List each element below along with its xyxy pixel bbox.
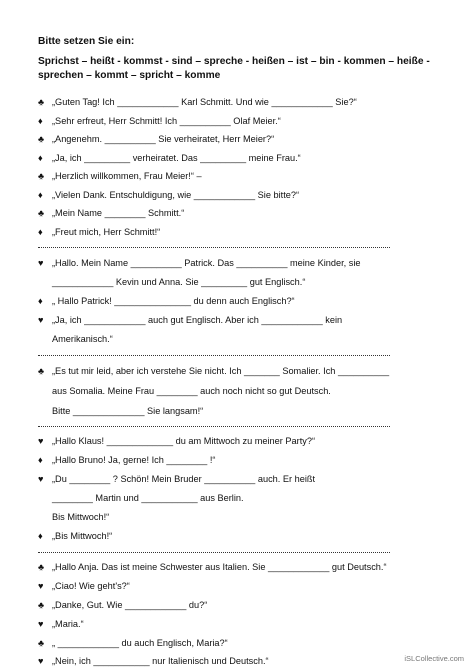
dialogue-line [38,638,228,648]
dotted-separator [38,355,390,356]
diamond-icon: ♦ [38,153,43,163]
dialogue-line [38,97,357,107]
dialogue-continuation: Bis Mittwoch!“ [52,512,110,522]
line-text: „Ciao! Wie geht's?“ [52,581,130,591]
heart-icon: ♥ [38,474,44,484]
line-text: „Angenehm. __________ Sie verheiratet, Herr Meier?“ [52,134,275,144]
word-bank: Sprichst – heißt - kommst - sind – spreche - heißen – ist – bin - kommen – heiße - sprechen – kommt – spricht – komme [38,56,430,81]
line-text: „Sehr erfreut, Herr Schmitt! Ich __________ Olaf Meier.“ [52,116,281,126]
line-text: „ Hallo Patrick! _______________ du denn auch Englisch?“ [52,296,295,306]
dialogue-line [38,116,281,126]
line-text: „Hallo Klaus! _____________ du am Mittwoch zu meiner Party?“ [52,436,316,446]
line-text: „Du ________ ? Schön! Mein Bruder __________ auch. Er heißt [52,474,316,484]
club-icon: ♣ [38,208,45,218]
line-text: „Nein, ich ___________ nur Italienisch und Deutsch.“ [52,656,269,666]
club-icon: ♣ [38,134,45,144]
line-text: „Ja, ich ____________ auch gut Englisch. Aber ich ____________ kein [52,315,343,325]
dialogue-line [38,656,269,666]
dotted-separator [38,247,390,248]
line-text: „Es tut mir leid, aber ich verstehe Sie nicht. Ich _______ Somalier. Ich __________ [52,366,390,376]
dialogue-line [38,562,387,572]
dialogue-line [38,436,315,446]
dialogue-line [38,208,184,218]
diamond-icon: ♦ [38,296,43,306]
diamond-icon: ♦ [38,227,43,237]
dialogue-line [38,600,207,610]
dialogue-line [38,619,84,629]
dialogue-line [38,171,202,181]
dialogue-line [38,227,160,237]
dialogue-line [38,366,389,376]
dialogue-line [38,315,342,325]
dialogue-line [38,153,301,163]
heart-icon: ♥ [38,619,44,629]
diamond-icon: ♦ [38,190,43,200]
heart-icon: ♥ [38,315,44,325]
line-text: „Bis Mittwoch!“ [52,531,113,541]
line-text: „Maria.“ [52,619,84,629]
diamond-icon: ♦ [38,116,43,126]
club-icon: ♣ [38,638,45,648]
club-icon: ♣ [38,562,45,572]
heart-icon: ♥ [38,258,44,268]
diamond-icon: ♦ [38,455,43,465]
dialogue-line [38,474,315,484]
club-icon: ♣ [38,171,45,181]
footer-watermark: iSLCollective.com [404,654,464,663]
line-text: „Hallo Anja. Das ist meine Schwester aus Italien. Sie ____________ gut Deutsch.“ [52,562,387,572]
line-text: „Danke, Gut. Wie ____________ du?“ [52,600,208,610]
dialogue-line [38,134,274,144]
line-text: „ ____________ du auch Englisch, Maria?“ [52,638,228,648]
club-icon: ♣ [38,97,45,107]
line-text: „Ja, ich _________ verheiratet. Das _________ meine Frau.“ [52,153,301,163]
dotted-separator [38,552,390,553]
dialogue-line [38,296,295,306]
dialogue-line [38,581,130,591]
heart-icon: ♥ [38,436,44,446]
line-text: „Mein Name ________ Schmitt.“ [52,208,185,218]
line-text: „Hallo. Mein Name __________ Patrick. Das __________ meine Kinder, sie [52,258,361,268]
dialogue-line [38,190,299,200]
dialogue-continuation: Bitte ______________ Sie langsam!“ [52,406,204,416]
diamond-icon: ♦ [38,531,43,541]
line-text: „Vielen Dank. Entschuldigung, wie ____________ Sie bitte?“ [52,190,300,200]
dialogue-line [38,258,360,268]
club-icon: ♣ [38,600,45,610]
line-text: „Guten Tag! Ich ____________ Karl Schmitt. Und wie ____________ Sie?“ [52,97,357,107]
heart-icon: ♥ [38,656,44,666]
heart-icon: ♥ [38,581,44,591]
dotted-separator [38,426,390,427]
dialogue-continuation: ________ Martin und ___________ aus Berlin. [52,493,244,503]
worksheet-title: Bitte setzen Sie ein: [38,36,135,47]
line-text: „Hallo Bruno! Ja, gerne! Ich ________ !“ [52,455,216,465]
dialogue-continuation: Amerikanisch.“ [52,334,113,344]
line-text: „Herzlich willkommen, Frau Meier!“ – [52,171,202,181]
line-text: „Freut mich, Herr Schmitt!“ [52,227,161,237]
dialogue-line [38,531,112,541]
dialogue-continuation: aus Somalia. Meine Frau ________ auch noch nicht so gut Deutsch. [52,386,331,396]
dialogue-line [38,455,215,465]
dialogue-continuation: ____________ Kevin und Anna. Sie _________ gut Englisch.“ [52,277,306,287]
club-icon: ♣ [38,366,45,376]
